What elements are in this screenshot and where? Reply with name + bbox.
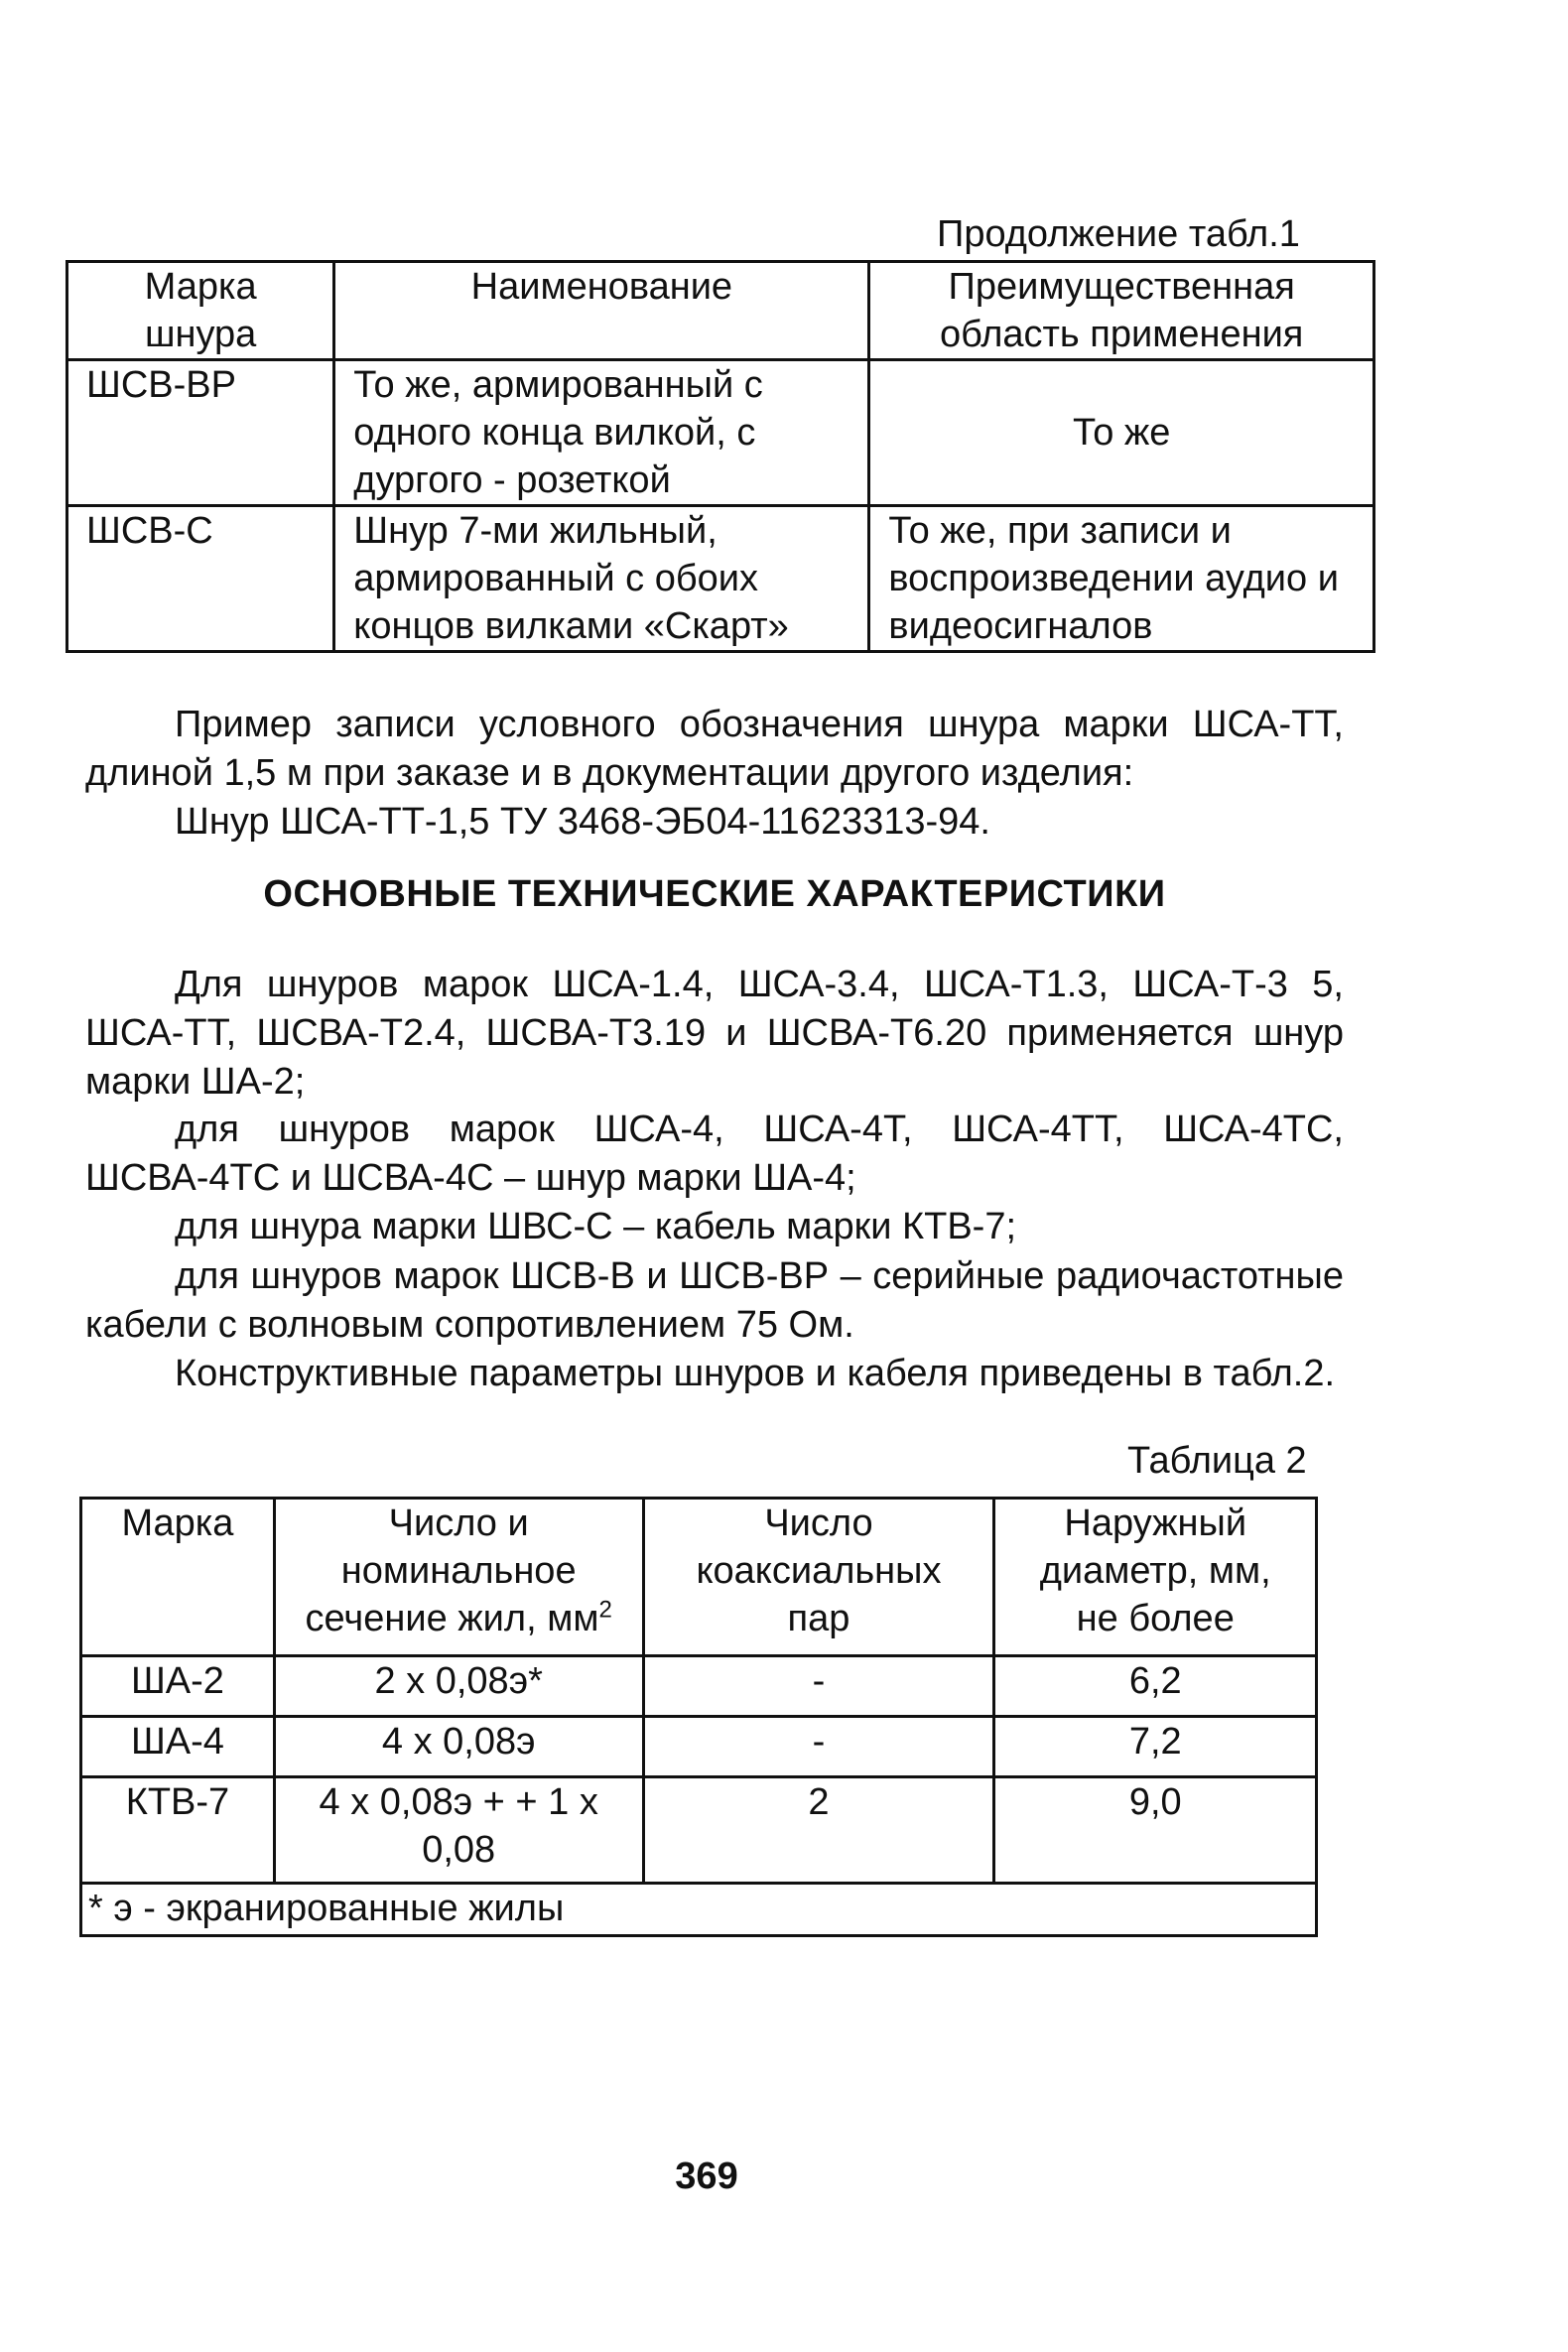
section-heading: ОСНОВНЫЕ ТЕХНИЧЕСКИЕ ХАРАКТЕРИСТИКИ: [263, 873, 1166, 915]
table-row: [67, 506, 1374, 652]
table-cell: 9,0: [994, 1777, 1317, 1884]
table1-header-area: Преимущественная область применения: [869, 262, 1374, 360]
table2-header-coax: Число коаксиальных пар: [643, 1499, 994, 1656]
table2-header-diameter: Наружный диаметр, мм, не более: [994, 1499, 1317, 1656]
table-row: [81, 1777, 1317, 1884]
table-cell: 2: [643, 1777, 994, 1884]
paragraph: Для шнуров марок ШСА-1.4, ШСА-3.4, ШСА-Т1.3, ШСА-Т-3 5, ШСА-ТТ, ШСВА-Т2.4, ШСВА-Т3.19 и ШСВА-Т6.20 применяется шнур марки ША-2;: [85, 964, 1344, 1103]
table1: [65, 260, 1375, 653]
paragraph: для шнура марки ШВС-С – кабель марки КТВ-7;: [175, 1206, 1017, 1247]
table2-footnote: * э - экранированные жилы: [81, 1884, 1317, 1936]
table-cell: ШСВ-ВР: [67, 360, 334, 506]
table2-header-section-text: Число и номинальное сечение жил, мм: [305, 1503, 599, 1639]
table1-header-mark: Марка шнура: [67, 262, 334, 360]
table2-header-mark: Марка: [81, 1499, 275, 1656]
table-cell: То же, армированный с одного конца вилкой, с дургого - розеткой: [334, 360, 869, 506]
table-row: [81, 1717, 1317, 1777]
table-cell: 2 х 0,08э*: [274, 1656, 643, 1717]
table-row: [81, 1656, 1317, 1717]
table2-header-section: [274, 1499, 643, 1656]
table2-header-row: [81, 1499, 1317, 1656]
table-cell: То же, при записи и воспроизведении аудио и видеосигналов: [869, 506, 1374, 652]
table-cell: 4 х 0,08э: [274, 1717, 643, 1777]
table-cell: ША-2: [81, 1656, 275, 1717]
example-designation: Шнур ШСА-ТТ-1,5 ТУ 3468-ЭБ04-11623313-94.: [175, 801, 990, 843]
page-number: 369: [675, 2156, 738, 2197]
table-cell: То же: [869, 360, 1374, 506]
table1-header-row: [67, 262, 1374, 360]
table-cell: 6,2: [994, 1656, 1317, 1717]
table-cell: Шнур 7-ми жильный, армированный с обоих концов вилками «Скарт»: [334, 506, 869, 652]
table2: [79, 1497, 1318, 1937]
table1-caption: Продолжение табл.1: [937, 213, 1300, 255]
table-row: [67, 360, 1374, 506]
example-text: Пример записи условного обозначения шнура марки ШСА-ТТ, длиной 1,5 м при заказе и в документации другого изделия:: [85, 704, 1344, 794]
table-cell: КТВ-7: [81, 1777, 275, 1884]
paragraph: Конструктивные параметры шнуров и кабеля приведены в табл.2.: [175, 1353, 1336, 1394]
table-cell: ШСВ-С: [67, 506, 334, 652]
paragraph: для шнуров марок ШСВ-В и ШСВ-ВР – серийные радиочастотные кабели с волновым сопротивлением 75 Ом.: [85, 1255, 1344, 1346]
paragraph: для шнуров марок ШСА-4, ШСА-4Т, ШСА-4ТТ, ШСА-4ТС, ШСВА-4ТС и ШСВА-4С – шнур марки ША-4;: [85, 1109, 1344, 1199]
table-cell: ША-4: [81, 1717, 275, 1777]
table-cell: 7,2: [994, 1717, 1317, 1777]
table-cell: 4 х 0,08э + + 1 х 0,08: [274, 1777, 643, 1884]
table1-header-name: Наименование: [334, 262, 869, 360]
table2-caption: Таблица 2: [1127, 1440, 1307, 1482]
table2-footnote-row: [81, 1884, 1317, 1936]
superscript: 2: [598, 1596, 612, 1624]
table-cell: -: [643, 1656, 994, 1717]
table-cell: -: [643, 1717, 994, 1777]
